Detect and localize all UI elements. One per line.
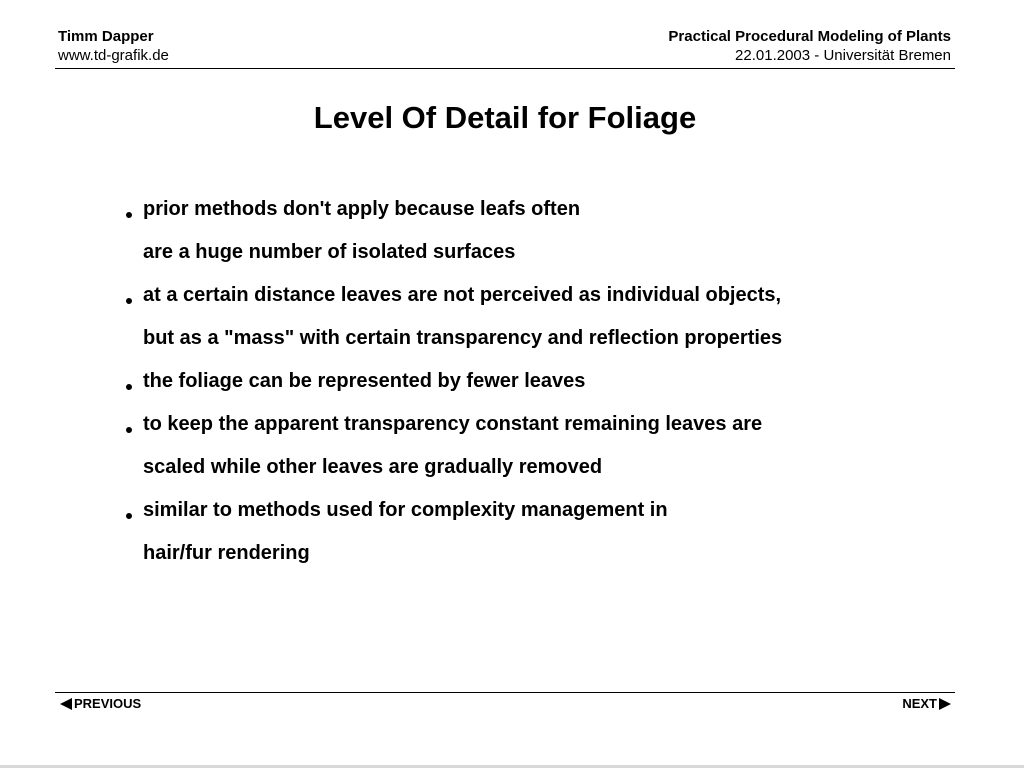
triangle-left-icon xyxy=(60,698,72,710)
bullet-list xyxy=(124,188,944,575)
bullet-line: at a certain distance leaves are not perceived as individual objects, xyxy=(143,284,782,306)
previous-label: PREVIOUS xyxy=(74,696,142,711)
header-talk-block xyxy=(668,27,951,65)
bullet-dot-icon xyxy=(126,212,132,218)
next-button[interactable] xyxy=(902,696,951,712)
bullet-line: but as a "mass" with certain transparency and reflection properties xyxy=(143,327,783,349)
bullet-line: to keep the apparent transparency constant remaining leaves are xyxy=(143,413,763,435)
bullet-item xyxy=(124,274,944,360)
bullet-item xyxy=(124,360,944,403)
bullet-item xyxy=(124,188,944,274)
talk-title: Practical Procedural Modeling of Plants xyxy=(668,28,951,45)
talk-date-venue: 22.01.2003 - Universität Bremen xyxy=(735,47,951,64)
previous-button[interactable] xyxy=(60,696,141,712)
bullet-item xyxy=(124,403,944,489)
header-author-block xyxy=(58,27,169,65)
bullet-dot-icon xyxy=(126,513,132,519)
header-divider xyxy=(55,68,955,69)
bullet-line: scaled while other leaves are gradually removed xyxy=(143,456,603,478)
bullet-line: similar to methods used for complexity management in xyxy=(143,499,668,521)
next-label: NEXT xyxy=(902,696,937,711)
bullet-dot-icon xyxy=(126,298,132,304)
slide-title: Level Of Detail for Foliage xyxy=(313,100,697,135)
bullet-line: hair/fur rendering xyxy=(143,542,310,564)
author-name: Timm Dapper xyxy=(58,28,154,45)
bullet-line: are a huge number of isolated surfaces xyxy=(143,241,516,263)
bullet-line: prior methods don't apply because leafs often xyxy=(143,198,581,220)
bullet-dot-icon xyxy=(126,427,132,433)
bullet-dot-icon xyxy=(126,384,132,390)
triangle-right-icon xyxy=(939,698,951,710)
bullet-line: the foliage can be represented by fewer leaves xyxy=(143,370,586,392)
author-website: www.td-grafik.de xyxy=(58,47,169,64)
footer-divider xyxy=(55,692,955,693)
bullet-item xyxy=(124,489,944,575)
